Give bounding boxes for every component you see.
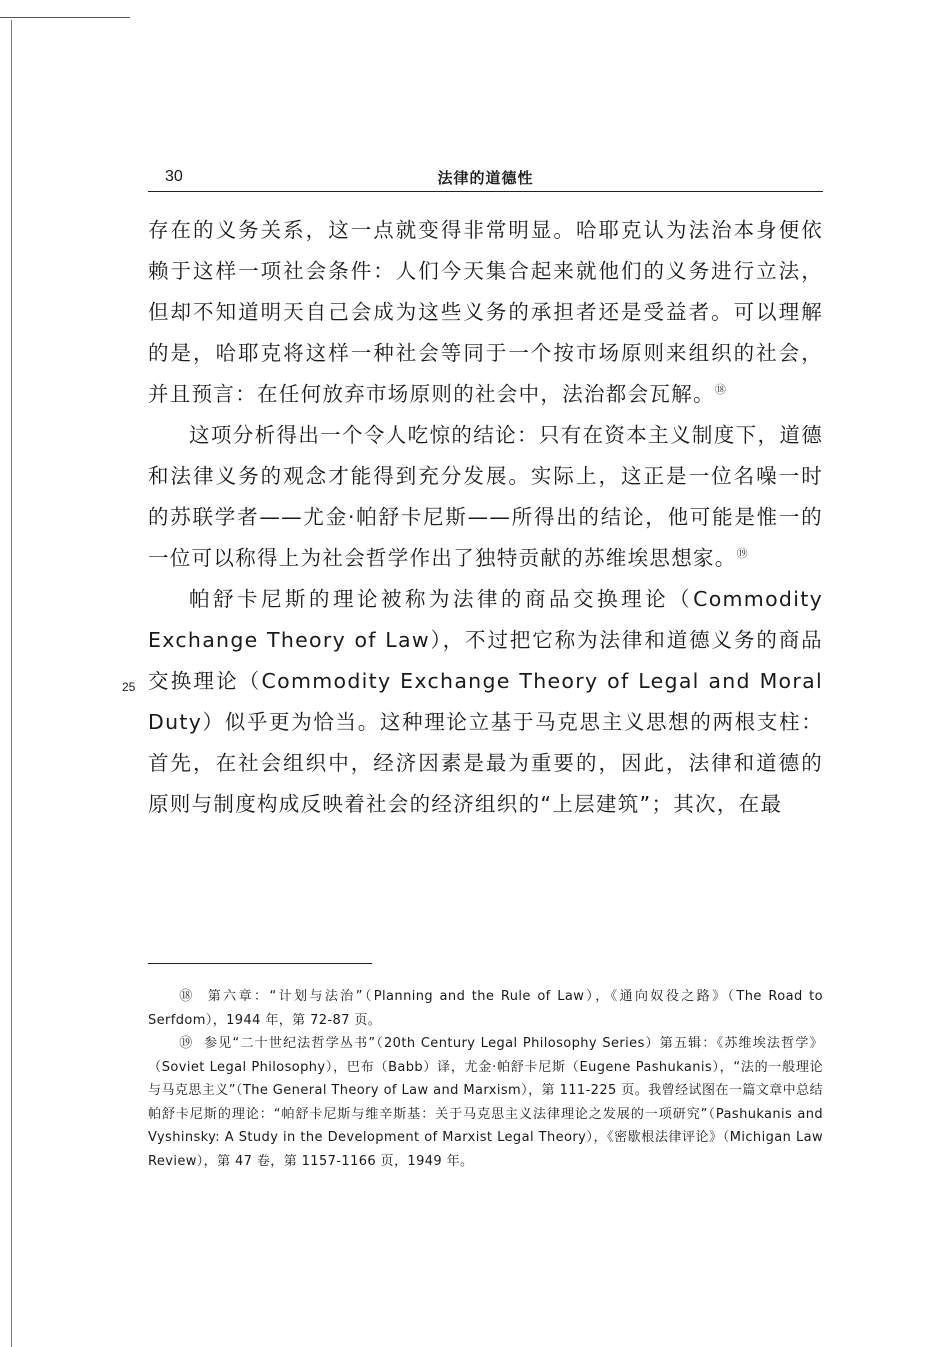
- footnote-19-text: 参见“二十世纪法哲学丛书”（20th Century Legal Philosophy Series）第五辑：《苏维埃法哲学》（Soviet Legal Philosophy），巴布（Babb）译，尤金·帕舒卡尼斯（Eugene Pashukanis），“法的一般理论与马克思主义”（The General Theory of Law and Marxism），第 111-225 页。我曾经试图在一篇文章中总结帕舒卡尼斯的理论：“帕舒卡尼斯与维辛斯基：关于马克思主义法律理论之发展的一项研究”（Pashukanis and Vyshinsky: A Study in the Development of Marxist Legal Theory），《密歇根法律评论》（Michigan Law Review），第 47 卷，第 1157-1166 页，1949 年。: [148, 1036, 823, 1169]
- header-rule: [148, 191, 823, 192]
- scan-edge-left: [11, 20, 12, 1347]
- footnote-18-text: 第六章：“计划与法治”（Planning and the Rule of Law），《通向奴役之路》（The Road to Serfdom），1944 年，第 72-87 页。: [148, 989, 823, 1028]
- footnotes: [148, 985, 823, 1173]
- paragraph-1: [148, 210, 823, 415]
- margin-line-marker: 25: [122, 680, 136, 694]
- footnote-18-mark: ⑱: [179, 989, 195, 1004]
- page-number: 30: [165, 168, 183, 185]
- scan-edge-top: [0, 17, 130, 18]
- paragraph-3-text: 帕舒卡尼斯的理论被称为法律的商品交换理论（Commodity Exchange Theory of Law），不过把它称为法律和道德义务的商品交换理论（Commodity Exchange Theory of Legal and Moral Duty）似乎更为恰当。这种理论立基于马克思主义思想的两根支柱：首先，在社会组织中，经济因素是最为重要的，因此，法律和道德的原则与制度构成反映着社会的经济组织的“上层建筑”；其次，在最: [148, 587, 823, 816]
- page-header: [148, 160, 823, 190]
- paragraph-1-text: 存在的义务关系，这一点就变得非常明显。哈耶克认为法治本身便依赖于这样一项社会条件：人们今天集合起来就他们的义务进行立法，但却不知道明天自己会成为这些义务的承担者还是受益者。可以理解的是，哈耶克将这样一种社会等同于一个按市场原则来组织的社会，并且预言：在任何放弃市场原则的社会中，法治都会瓦解。: [148, 218, 823, 406]
- body-text: [148, 210, 823, 825]
- footnote-19-mark: ⑲: [179, 1036, 194, 1051]
- paragraph-2: [148, 415, 823, 579]
- footnote-ref-18[interactable]: ⑱: [714, 383, 726, 397]
- footnote-rule: [148, 963, 372, 964]
- paragraph-2-text: 这项分析得出一个令人吃惊的结论：只有在资本主义制度下，道德和法律义务的观念才能得到充分发展。实际上，这正是一位名噪一时的苏联学者——尤金·帕舒卡尼斯——所得出的结论，他可能是惟一的一位可以称得上为社会哲学作出了独特贡献的苏维埃思想家。: [148, 423, 823, 570]
- footnote-ref-19[interactable]: ⑲: [736, 547, 748, 561]
- paragraph-3: [148, 579, 823, 825]
- footnote-19: [148, 1032, 823, 1173]
- running-head: 法律的道德性: [437, 169, 534, 187]
- footnote-18: [148, 985, 823, 1032]
